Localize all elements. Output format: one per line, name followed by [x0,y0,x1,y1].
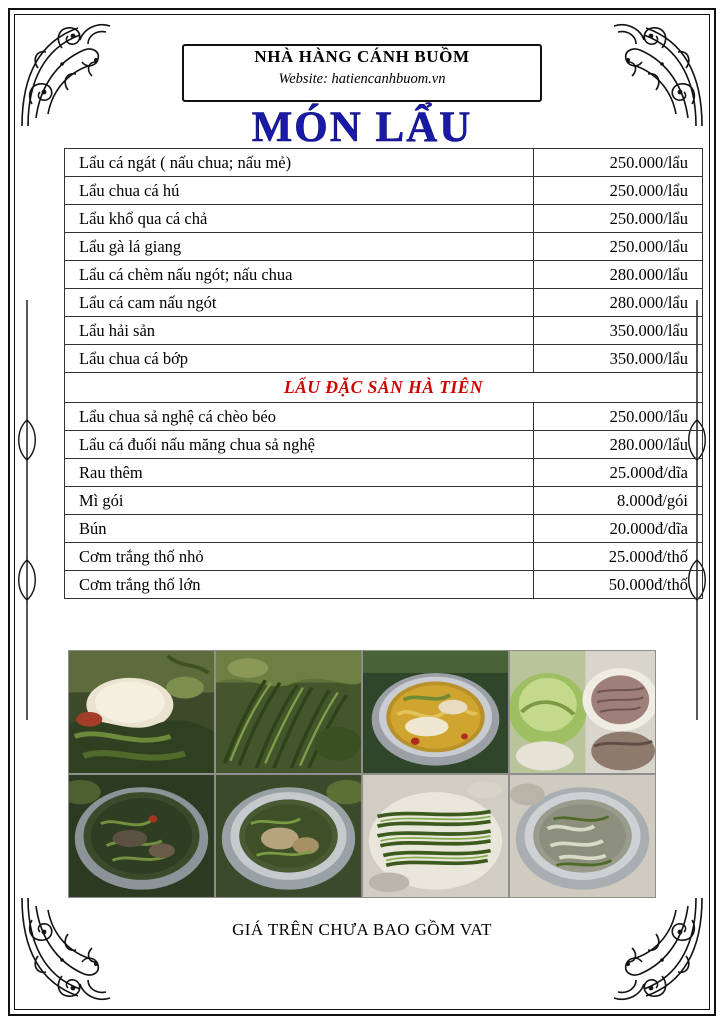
menu-item-price: 350.000/lẩu [534,317,703,345]
food-photo-fish-hotpot-yellow-broth [363,651,508,773]
menu-item-price: 8.000đ/gói [534,487,703,515]
section-title: LẨU ĐẶC SẢN HÀ TIÊN [65,373,703,403]
table-row [65,403,703,431]
header-block [150,46,574,88]
section-header-row [65,373,703,403]
table-row [65,543,703,571]
page-title: MÓN LẨU [251,104,473,151]
menu-item-price: 250.000/lẩu [534,233,703,261]
food-photo-dark-broth-hotpot [69,775,214,897]
table-row [65,487,703,515]
table-row [65,345,703,373]
table-row [65,515,703,543]
table-row [65,289,703,317]
table-row [65,149,703,177]
table-row [65,261,703,289]
menu-item-name: Bún [65,515,534,543]
menu-item-price: 350.000/lẩu [534,345,703,373]
menu-item-price: 280.000/lẩu [534,431,703,459]
table-row [65,459,703,487]
food-photo-clear-broth-hotpot [510,775,655,897]
menu-table-body [65,149,703,599]
menu-item-name: Mì gói [65,487,534,515]
menu-item-name: Cơm trắng thố lớn [65,571,534,599]
menu-item-price: 250.000/lẩu [534,149,703,177]
table-row [65,317,703,345]
menu-item-name: Lẩu chua sả nghệ cá chèo béo [65,403,534,431]
menu-item-price: 50.000đ/thố [534,571,703,599]
menu-table [64,148,703,599]
menu-item-price: 250.000/lẩu [534,403,703,431]
menu-item-price: 250.000/lẩu [534,177,703,205]
menu-item-name: Lẩu khổ qua cá chả [65,205,534,233]
menu-item-price: 250.000/lẩu [534,205,703,233]
menu-item-price: 25.000đ/dĩa [534,459,703,487]
menu-item-name: Lẩu chua cá bớp [65,345,534,373]
menu-item-name: Cơm trắng thố nhỏ [65,543,534,571]
table-row [65,571,703,599]
menu-item-price: 20.000đ/dĩa [534,515,703,543]
menu-item-price: 280.000/lẩu [534,289,703,317]
menu-item-name: Lẩu cá chèm nấu ngót; nấu chua [65,261,534,289]
food-photo-fresh-herbs-plate [216,651,361,773]
food-photo-lettuce-and-raw-fish [510,651,655,773]
menu-item-price: 280.000/lẩu [534,261,703,289]
food-photo-fish-ball-hotpot [216,775,361,897]
menu-item-name: Lẩu hải sản [65,317,534,345]
menu-item-name: Lẩu chua cá hú [65,177,534,205]
menu-item-price: 25.000đ/thố [534,543,703,571]
website-line: Website: hatiencanhbuom.vn [278,71,446,87]
restaurant-name: NHÀ HÀNG CÁNH BUỒM [254,47,470,66]
table-row [65,205,703,233]
menu-item-name: Lẩu gà lá giang [65,233,534,261]
table-row [65,177,703,205]
table-row [65,431,703,459]
footer-note: GIÁ TRÊN CHƯA BAO GỒM VAT [232,920,492,939]
menu-item-name: Lẩu cá đuối nấu măng chua sả nghệ [65,431,534,459]
menu-item-name: Rau thêm [65,459,534,487]
photo-collage [68,650,656,898]
food-photo-green-onion-plate [363,775,508,897]
food-photo-hotpot-vegetable-plate [69,651,214,773]
menu-item-name: Lẩu cá ngát ( nấu chua; nấu mẻ) [65,149,534,177]
menu-item-name: Lẩu cá cam nấu ngót [65,289,534,317]
table-row [65,233,703,261]
